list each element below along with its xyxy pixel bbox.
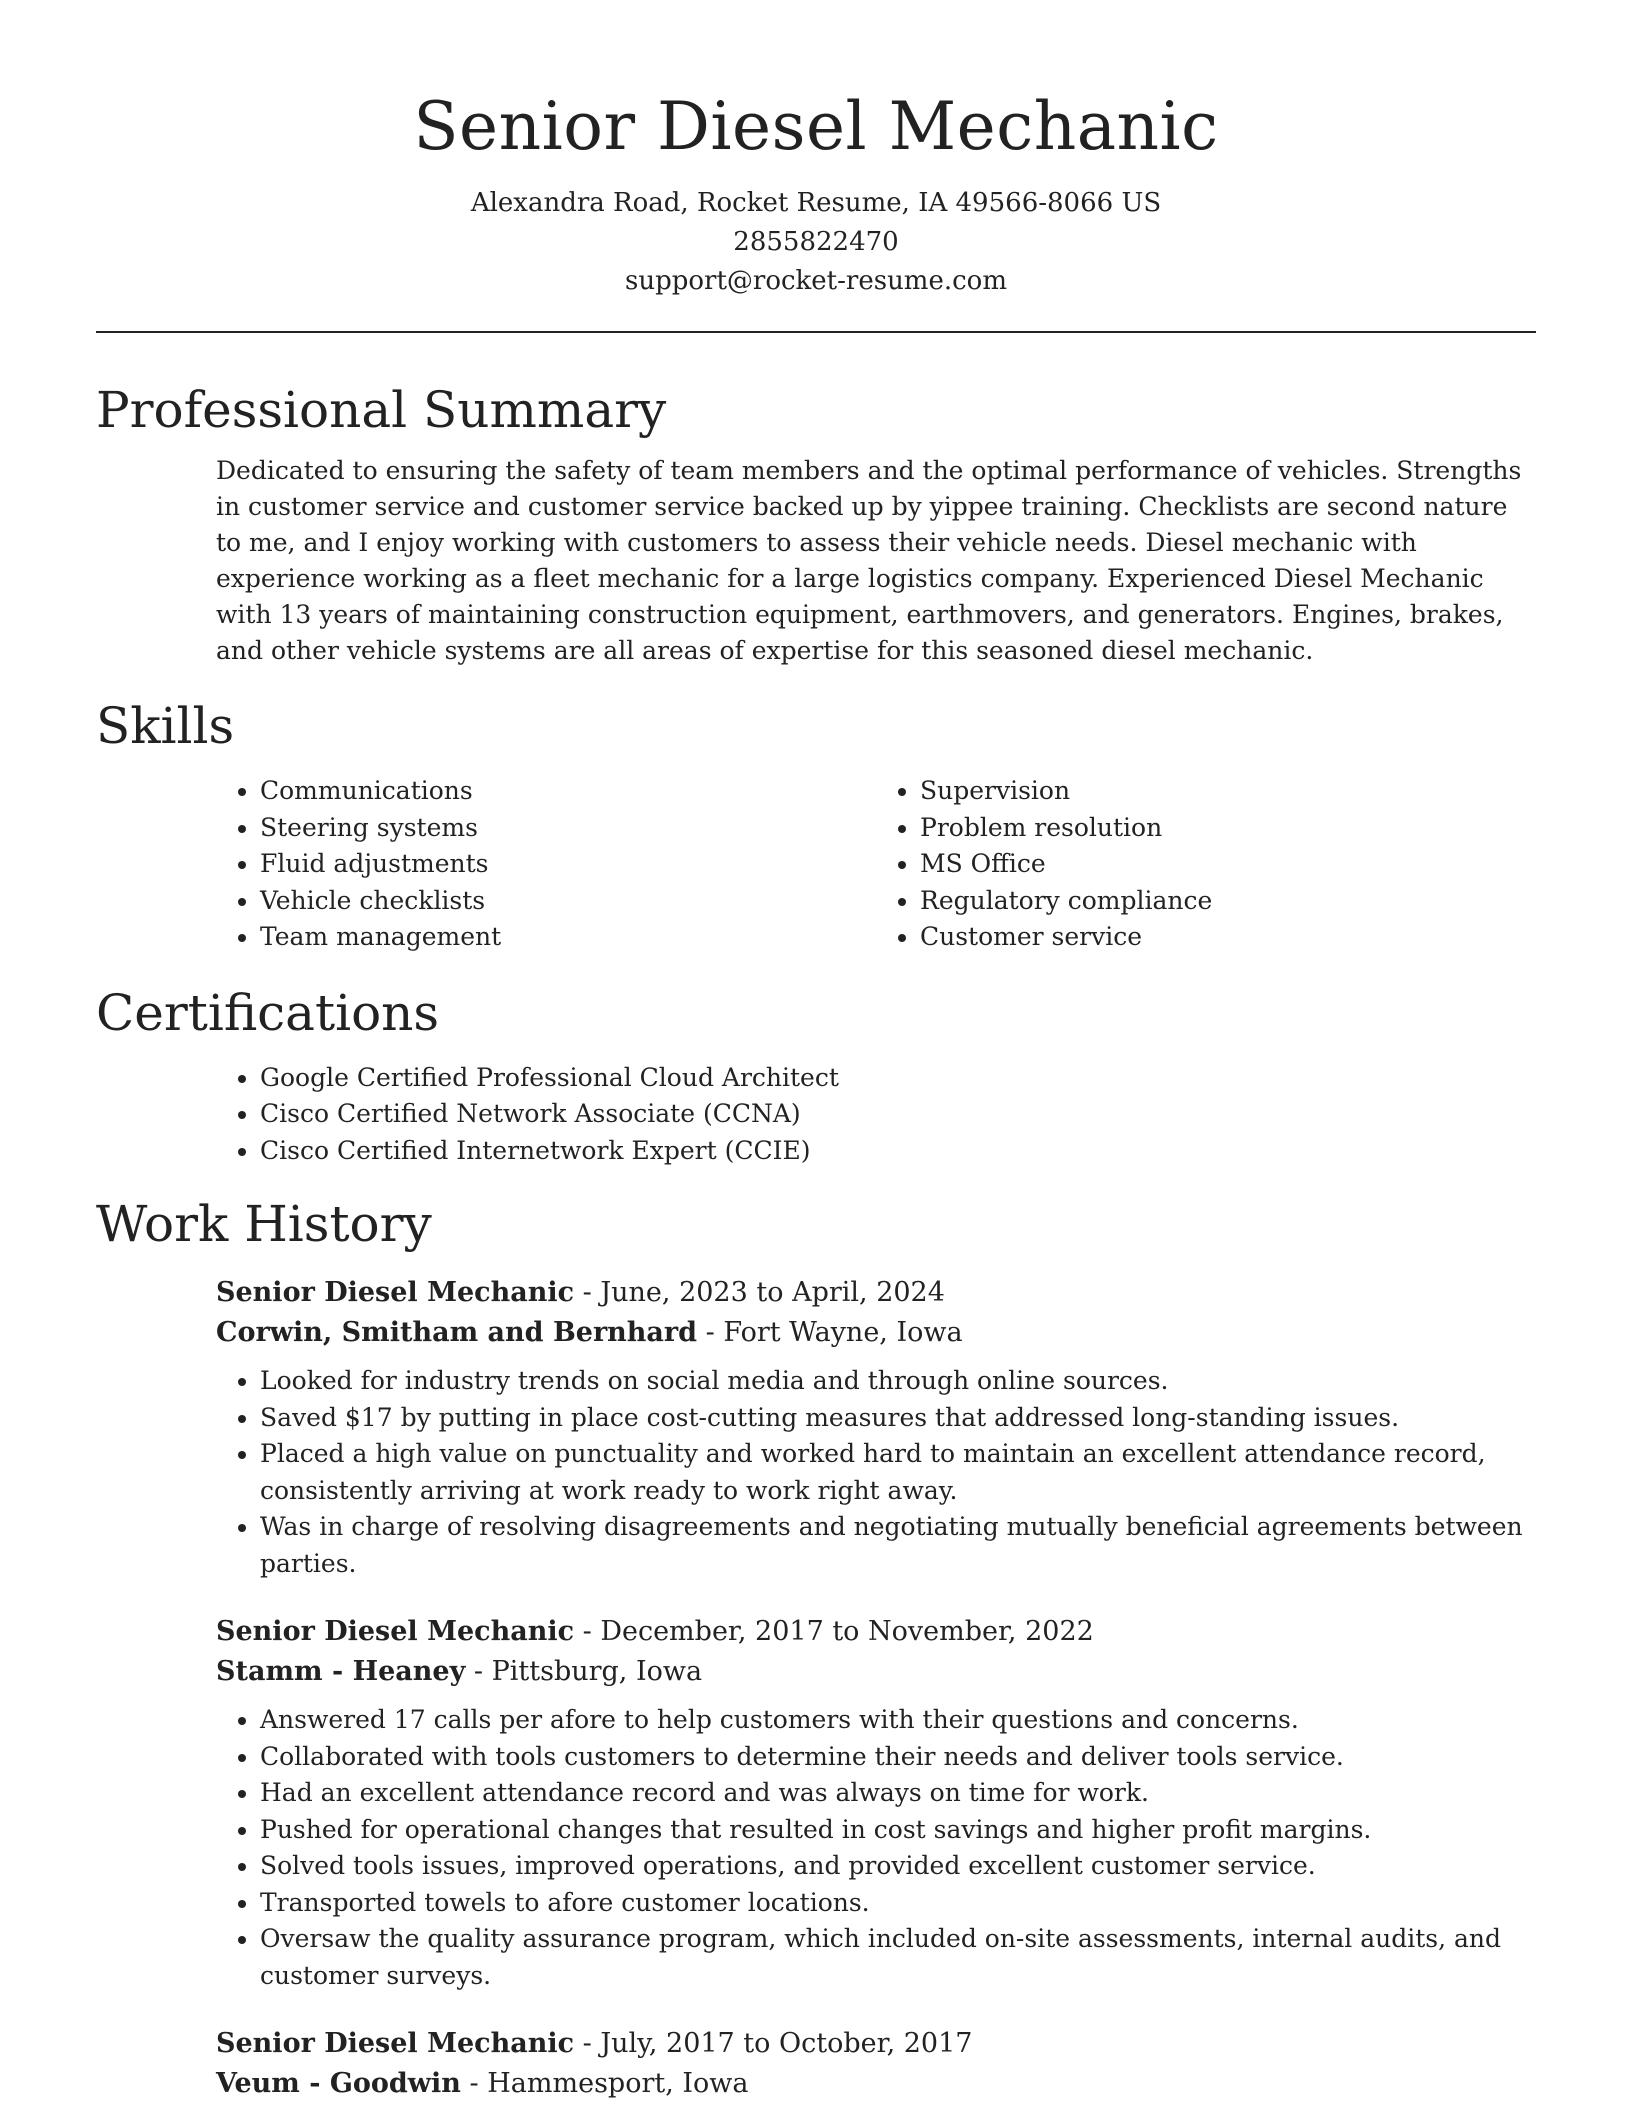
skill-item: • Vehicle checklists (260, 883, 876, 920)
job-company-line (216, 1652, 1536, 1692)
job-dates: - July, 2017 to October, 2017 (574, 2028, 973, 2059)
job-company: Corwin, Smitham and Bernhard (216, 1317, 698, 1348)
job-bullet: • Collaborated with tools customers to determine their needs and deliver tools service. (260, 1739, 1536, 1776)
job-bullet: • Pushed for operational changes that resulted in cost savings and higher profit margins. (260, 1812, 1536, 1849)
header-divider (96, 331, 1536, 333)
skill-item: • Regulatory compliance (920, 883, 1536, 920)
resume-page (96, 0, 1536, 2104)
skills-list (216, 773, 1536, 956)
job-bullet: • Was in charge of resolving disagreements and negotiating mutually beneficial agreements between parties. (260, 1509, 1536, 1582)
job-bullet: • Oversaw the quality assurance program, which included on-site assessments, internal audits, and customer surveys. (260, 1921, 1536, 1994)
job-title-line (216, 1612, 1536, 1652)
job-title: Senior Diesel Mechanic (216, 2028, 575, 2059)
skills-column-right (876, 773, 1536, 956)
email: support@rocket-resume.com (624, 266, 1007, 296)
contact-block (96, 184, 1536, 301)
job-bullet: • Transported towels to afore customer locations. (260, 1885, 1536, 1922)
summary-heading: Professional Summary (96, 381, 667, 439)
job-location: - Hammesport, Iowa (460, 2068, 749, 2099)
job-bullets (216, 1363, 1536, 1582)
resume-title: Senior Diesel Mechanic (413, 88, 1219, 165)
job-entry (216, 1273, 1536, 1582)
job-company-line (216, 1313, 1536, 1353)
skill-item: • Steering systems (260, 810, 876, 847)
job-entry (216, 2024, 1536, 2104)
certifications-bullets (216, 1060, 1536, 1170)
job-bullets (216, 1702, 1536, 1994)
certification-item: • Cisco Certified Internetwork Expert (CCIE) (260, 1133, 1536, 1170)
job-bullet: • Answered 17 calls per afore to help customers with their questions and concerns. (260, 1702, 1536, 1739)
job-company-line (216, 2064, 1536, 2104)
job-company: Veum - Goodwin (216, 2068, 461, 2099)
skill-item: • Customer service (920, 919, 1536, 956)
job-bullet: • Placed a high value on punctuality and worked hard to maintain an excellent attendance record, consistently arriving at work ready to work right away. (260, 1436, 1536, 1509)
job-title-line (216, 1273, 1536, 1313)
phone: 2855822470 (733, 227, 899, 257)
job-bullet: • Saved $17 by putting in place cost-cutting measures that addressed long-standing issues. (260, 1400, 1536, 1437)
skill-item: • Fluid adjustments (260, 846, 876, 883)
job-bullet: • Had an excellent attendance record and was always on time for work. (260, 1775, 1536, 1812)
job-company: Stamm - Heaney (216, 1656, 466, 1687)
skill-item: • Communications (260, 773, 876, 810)
job-bullet: • Solved tools issues, improved operations, and provided excellent customer service. (260, 1848, 1536, 1885)
job-bullet: • Looked for industry trends on social media and through online sources. (260, 1363, 1536, 1400)
skill-item: • MS Office (920, 846, 1536, 883)
address: Alexandra Road, Rocket Resume, IA 49566-8066 US (470, 188, 1162, 218)
certification-item: • Google Certified Professional Cloud Architect (260, 1060, 1536, 1097)
job-entry (216, 1612, 1536, 1994)
work-history-heading: Work History (96, 1195, 432, 1253)
job-location: - Pittsburg, Iowa (465, 1656, 703, 1687)
job-location: - Fort Wayne, Iowa (697, 1317, 963, 1348)
job-title: Senior Diesel Mechanic (216, 1277, 575, 1308)
job-title-line (216, 2024, 1536, 2064)
skill-item: • Problem resolution (920, 810, 1536, 847)
certifications-list (216, 1060, 1536, 1170)
job-title: Senior Diesel Mechanic (216, 1616, 575, 1647)
certifications-heading: Certifications (96, 983, 440, 1042)
skills-column-left (216, 773, 876, 956)
summary-text: Dedicated to ensuring the safety of team members and the optimal performance of vehicles. Strengths in customer service and customer service backed up by yippee training. Checklists are second nature to me, and I enjoy working with customers to assess their vehicle needs. Diesel mechanic with experience working as a fleet mechanic for a large logistics company. Experienced Diesel Mechanic with 13 years of maintaining construction equipment, earthmovers, and generators. Engines, brakes, and other vehicle systems are all areas of expertise for this seasoned diesel mechanic. (216, 456, 1522, 665)
job-dates: - December, 2017 to November, 2022 (574, 1616, 1094, 1647)
skill-item: • Supervision (920, 773, 1536, 810)
job-dates: - June, 2023 to April, 2024 (574, 1277, 945, 1308)
skills-heading: Skills (96, 697, 235, 755)
certification-item: • Cisco Certified Network Associate (CCNA) (260, 1096, 1536, 1133)
skill-item: • Team management (260, 919, 876, 956)
